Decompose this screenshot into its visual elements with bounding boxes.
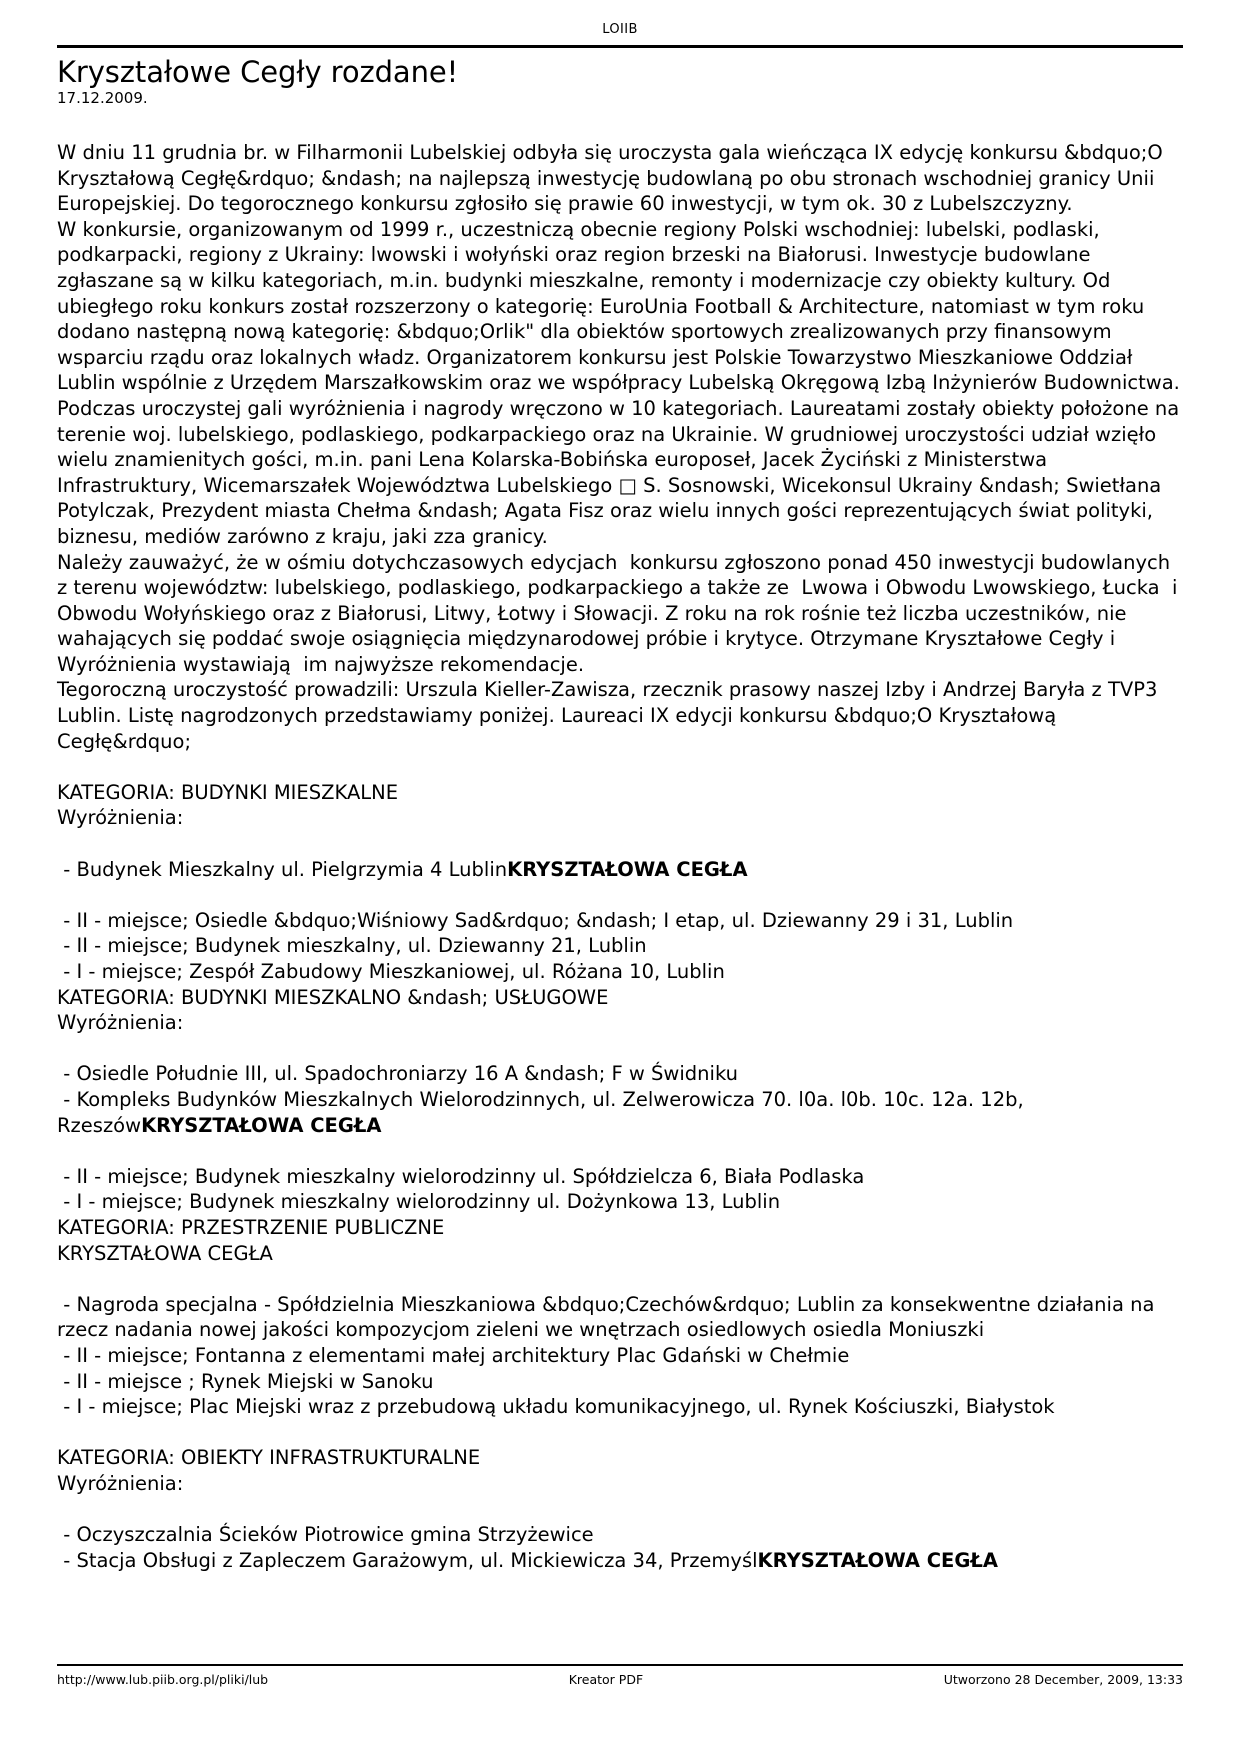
footer-generator: Kreator PDF — [568, 1672, 644, 1687]
paragraph-hosts: Tegoroczną uroczystość prowadzili: Urszula Kieller-Zawisza, rzecznik prasowy naszej Izby i Andrzej Baryła z TVP3 Lublin. Listę nagrodzonych przedstawiamy poniżej. Laureaci IX edycji konkursu &bdquo;O Kryształową Cegłę&rdquo; — [57, 678, 1164, 753]
place-entry-1-3: - I - miejsce; Zespół Zabudowy Mieszkaniowej, ul. Różana 10, Lublin — [57, 960, 725, 983]
place-entry-3-3: - I - miejsce; Plac Miejski wraz z przebudową układu komunikacyjnego, ul. Rynek Kościuszki, Białystok — [57, 1395, 1055, 1419]
award-entry-2-2 — [57, 1087, 1183, 1138]
paragraph-intro: W dniu 11 grudnia br. w Filharmonii Lubelskiej odbyła się uroczysta gala wieńcząca IX edycję konkursu &bdquo;O Kryształową Cegłę&rdquo; &ndash; na najlepszą inwestycję budowlaną po obu stronach wschodniej granicy Unii Europejskiej. Do tegorocznego konkursu zgłosiło się prawie 60 inwestycji, w tym ok. 30 z Lubelszczyzny. — [57, 141, 1169, 216]
award-entry-4-1: - Oczyszczalnia Ścieków Piotrowice gmina Strzyżewice — [57, 1523, 594, 1547]
award-label-3: KRYSZTAŁOWA CEGŁA — [57, 1241, 273, 1265]
award-label-1: KRYSZTAŁOWA CEGŁA — [507, 857, 748, 881]
place-entry-3-2: - II - miejsce ; Rynek Miejski w Sanoku — [57, 1369, 434, 1393]
category-heading-obiekty-infrastrukturalne: KATEGORIA: OBIEKTY INFRASTRUKTURALNE — [57, 1446, 481, 1470]
page-title: Kryształowe Cegły rozdane! — [57, 55, 459, 89]
award-label-4: KRYSZTAŁOWA CEGŁA — [757, 1548, 998, 1572]
award-entry-1 — [57, 857, 1183, 883]
paragraph-history: Należy zauważyć, że w ośmiu dotychczasowych edycjach konkursu zgłoszono ponad 450 inwestycji budowlanych z terenu województw: lubelskiego, podlaskiego, podkarpackiego a także ze Lwowa i Obwodu Lwowskiego, Łucka i Obwodu Wołyńskiego oraz z Białorusi, Litwy, Łotwy i Słowacji. Z roku na rok rośnie też liczba uczestników, nie wahających się poddać swoje osiągnięcia międzynarodowej próbie i krytyce. Otrzymane Kryształowe Cegły i Wyróżnienia wystawiają im najwyższe rekomendacje. — [57, 550, 1184, 676]
subheading-wyroznienia-1: Wyróżnienia: — [57, 806, 184, 830]
paragraph-competition: W konkursie, organizowanym od 1999 r., uczestniczą obecnie regiony Polski wschodniej: lubelski, podlaski, podkarpacki, regiony z Ukrainy: lwowski i wołyński oraz region brzeski na Białorusi. Inwestycje budowlane zgłaszane są w kilku kategoriach, m.in. budynki mieszkalne, remonty i modernizacje czy obiekty kultury. Od ubiegłego roku konkurs został rozszerzony o kategorię: EuroUnia Football & Architecture, natomiast w tym roku dodano następną nową kategorię: &bdquo;Orlik" dla obiektów sportowych zrealizowanych przy finansowym wsparciu rządu oraz lokalnych władz. Organizatorem konkursu jest Polskie Towarzystwo Mieszkaniowe Oddział Lublin wspólnie z Urzędem Marszałkowskim oraz we współpracy Lubelską Okręgową Izbą Inżynierów Budownictwa. — [57, 217, 1180, 395]
footer-timestamp: Utworzono 28 December, 2009, 13:33 — [943, 1672, 1183, 1687]
award-entry-text-2: - Kompleks Budynków Mieszkalnych Wielorodzinnych, ul. Zelwerowicza 70. l0a. l0b. 10c. 12a. 12b, Rzeszów — [57, 1087, 1030, 1137]
place-entry-2-2: - I - miejsce; Budynek mieszkalny wielorodzinny ul. Dożynkowa 13, Lublin — [57, 1190, 781, 1214]
place-entry-2-1: - II - miejsce; Budynek mieszkalny wielorodzinny ul. Spółdzielcza 6, Biała Podlaska — [57, 1164, 865, 1188]
award-entry-2-1: - Osiedle Południe III, ul. Spadochroniarzy 16 A &ndash; F w Świdniku — [57, 1062, 738, 1086]
footer-divider — [57, 1664, 1183, 1666]
publish-date: 17.12.2009. — [57, 89, 148, 108]
running-header: LOIIB — [602, 22, 638, 37]
special-award-entry: - Nagroda specjalna - Spółdzielnia Mieszkaniowa &bdquo;Czechów&rdquo; Lublin za konsekwentne działania na rzecz nadania nowej jakości kompozycjom zieleni we wnętrzach osiedlowych osiedla Moniuszki — [57, 1292, 1161, 1342]
title-block — [57, 56, 1183, 107]
place-entry-1-1: - II - miejsce; Osiedle &bdquo;Wiśniowy Sad&rdquo; &ndash; I etap, ul. Dziewanny 29 i 31, Lublin — [57, 908, 1014, 932]
award-label-2: KRYSZTAŁOWA CEGŁA — [141, 1113, 382, 1137]
article-body — [57, 140, 1186, 1573]
award-entry-text-1: - Budynek Mieszkalny ul. Pielgrzymia 4 Lublin — [57, 857, 508, 881]
award-entry-4-2 — [57, 1548, 1183, 1574]
category-heading-budynki-mieszkalne: KATEGORIA: BUDYNKI MIESZKALNE — [57, 780, 399, 804]
place-entry-1-2: - II - miejsce; Budynek mieszkalny, ul. Dziewanny 21, Lublin — [57, 934, 647, 958]
place-entry-3-1: - II - miejsce; Fontanna z elementami małej architektury Plac Gdański w Chełmie — [57, 1343, 850, 1367]
subheading-wyroznienia-4: Wyróżnienia: — [57, 1471, 184, 1495]
category-heading-mieszkalno-uslugowe: KATEGORIA: BUDYNKI MIESZKALNO &ndash; USŁUGOWE — [57, 985, 609, 1009]
subheading-wyroznienia-2: Wyróżnienia: — [57, 1011, 184, 1035]
footer-source-url: http://www.lub.piib.org.pl/pliki/lub — [57, 1672, 269, 1687]
header-divider — [57, 45, 1183, 48]
page-footer — [57, 1672, 1183, 1687]
paragraph-gala: Podczas uroczystej gali wyróżnienia i nagrody wręczono w 10 kategoriach. Laureatami zostały obiekty położone na terenie woj. lubelskiego, podlaskiego, podkarpackiego oraz na Ukrainie. W grudniowej uroczystości udział wzięło wielu znamienitych gości, m.in. pani Lena Kolarska-Bobińska europoseł, Jacek Życiński z Ministerstwa Infrastruktury, Wicemarszałek Województwa Lubelskiego □ S. Sosnowski, Wicekonsul Ukrainy &ndash; Swietłana Potylczak, Prezydent miasta Chełma &ndash; Agata Fisz oraz wielu innych gości reprezentujących świat polityki, biznesu, mediów zarówno z kraju, jaki zza granicy. — [57, 396, 1186, 548]
category-heading-przestrzenie-publiczne: KATEGORIA: PRZESTRZENIE PUBLICZNE — [57, 1215, 445, 1239]
award-entry-text-4: - Stacja Obsługi z Zapleczem Garażowym, ul. Mickiewicza 34, Przemyśl — [57, 1548, 758, 1572]
